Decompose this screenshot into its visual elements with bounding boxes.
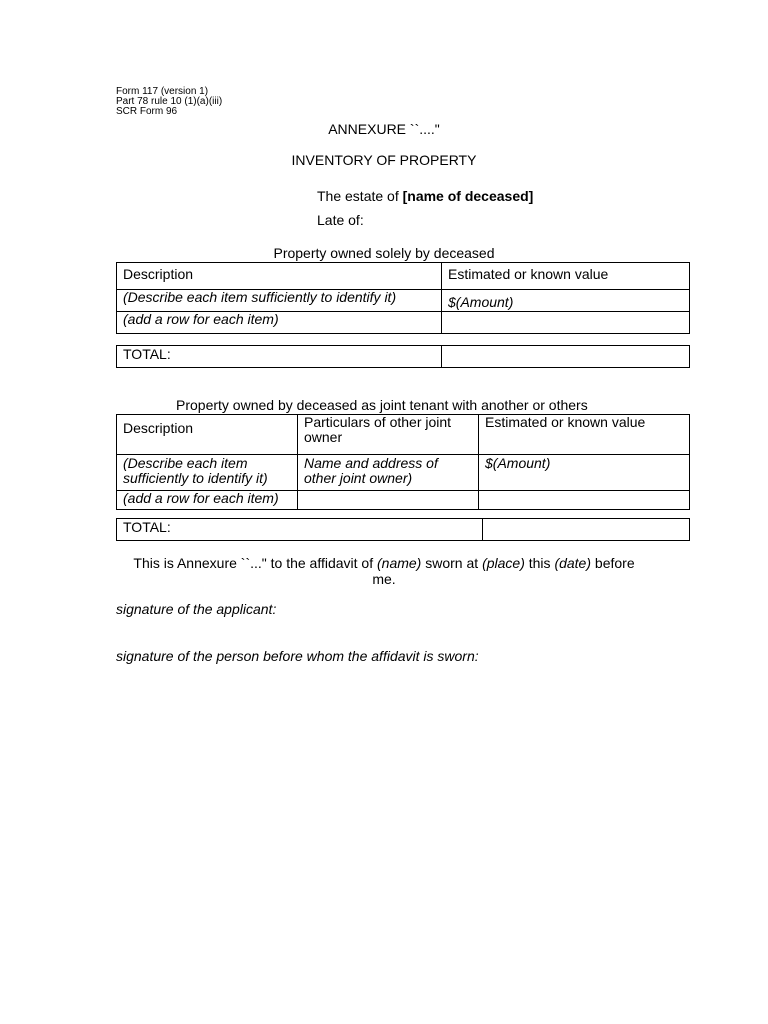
form-reference bbox=[116, 87, 222, 117]
late-of-line: Late of: bbox=[317, 212, 364, 228]
section1-caption: Property owned solely by deceased bbox=[273, 245, 495, 261]
rule-reference: Part 78 rule 10 (1)(a)(iii) bbox=[116, 96, 223, 107]
table-row bbox=[117, 455, 690, 491]
closing-text: this bbox=[524, 555, 555, 571]
scr-form-number: SCR Form 96 bbox=[116, 106, 178, 117]
annexure-title: ANNEXURE ``...." bbox=[328, 121, 440, 137]
joint-property-table bbox=[116, 414, 690, 510]
header-value: Estimated or known value bbox=[442, 263, 690, 290]
table-row bbox=[117, 290, 690, 312]
total-label: TOTAL: bbox=[117, 346, 442, 368]
total-row bbox=[117, 346, 690, 368]
table-row bbox=[117, 312, 690, 334]
cell-description: (add a row for each item) bbox=[117, 491, 298, 510]
cell-description: (Describe each item sufficiently to identify it) bbox=[117, 455, 298, 491]
applicant-signature-label: signature of the applicant: bbox=[116, 601, 277, 617]
cell-joint-owner bbox=[298, 491, 479, 510]
table-row bbox=[117, 491, 690, 510]
name-placeholder: (name) bbox=[377, 555, 422, 571]
header-value: Estimated or known value bbox=[479, 415, 690, 455]
cell-joint-owner: Name and address of other joint owner) bbox=[298, 455, 479, 491]
total-row bbox=[117, 519, 690, 541]
inventory-title: INVENTORY OF PROPERTY bbox=[291, 152, 477, 168]
estate-prefix: The estate of bbox=[317, 188, 403, 204]
witness-signature-label: signature of the person before whom the affidavit is sworn: bbox=[116, 648, 479, 664]
sole-property-table bbox=[116, 262, 690, 334]
cell-value bbox=[442, 312, 690, 334]
estate-line bbox=[317, 188, 533, 204]
total-value bbox=[442, 346, 690, 368]
date-placeholder: (date) bbox=[554, 555, 592, 571]
total-value bbox=[483, 519, 690, 541]
affidavit-closing-statement bbox=[120, 555, 648, 587]
closing-text: sworn at bbox=[421, 555, 483, 571]
table-header-row bbox=[117, 415, 690, 455]
joint-total-table bbox=[116, 518, 690, 541]
cell-description: (add a row for each item) bbox=[117, 312, 442, 334]
place-placeholder: (place) bbox=[482, 555, 525, 571]
header-joint-owner: Particulars of other joint owner bbox=[298, 415, 479, 455]
cell-value: $(Amount) bbox=[442, 290, 690, 312]
cell-description: (Describe each item sufficiently to identify it) bbox=[117, 290, 442, 312]
cell-value bbox=[479, 491, 690, 510]
section2-caption: Property owned by deceased as joint tenant with another or others bbox=[176, 397, 588, 413]
sole-total-table bbox=[116, 345, 690, 368]
header-description: Description bbox=[117, 415, 298, 455]
table-header-row bbox=[117, 263, 690, 290]
deceased-name-placeholder: [name of deceased] bbox=[402, 188, 534, 204]
closing-text: This is Annexure ``..." to the affidavit of bbox=[133, 555, 377, 571]
total-label: TOTAL: bbox=[117, 519, 483, 541]
form-number: Form 117 (version 1) bbox=[116, 86, 209, 97]
cell-value: $(Amount) bbox=[479, 455, 690, 491]
closing-text: before me. bbox=[372, 555, 635, 587]
header-description: Description bbox=[117, 263, 442, 290]
